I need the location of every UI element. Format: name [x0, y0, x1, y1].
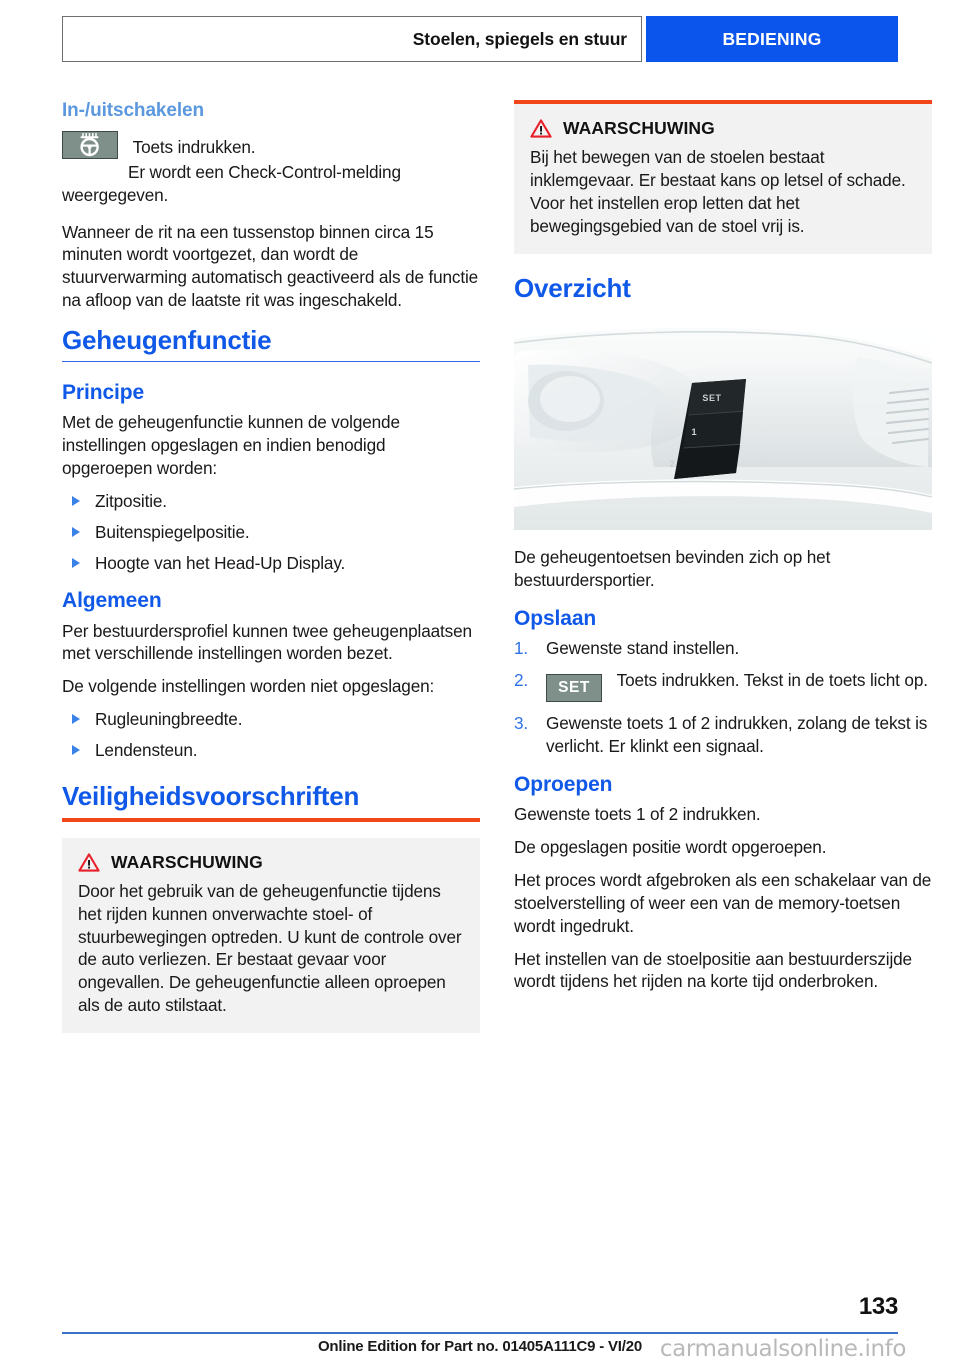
page-footer [62, 1293, 906, 1362]
step-text: Gewenste toets 1 of 2 indrukken, zolang de tekst is verlicht. Er klinkt een signaal. [546, 713, 928, 757]
heading-veiligheidsvoorschriften: Veiligheidsvoorschriften [62, 780, 360, 811]
edition-text: Online Edition for Part no. 01405A111C9 - VI/20 [317, 1338, 643, 1355]
warning-body: Bij het bewegen van de stoelen bestaat inklemgevaar. Er bestaat kans op letsel of schade. Voor het instellen erop letten dat het bewegingsgebied van de stoel vrij is. [530, 147, 906, 236]
right-column [514, 100, 932, 1003]
icon-para-line3: weergegeven. [62, 184, 169, 205]
list-item [62, 490, 480, 513]
step-text: Toets indrukken. Tekst in de toets licht op. [616, 670, 928, 691]
heading-rule [62, 361, 480, 362]
warning-body: Door het gebruik van de geheugenfunctie tijdens het rijden kunnen onverwachte stoel- of stuurbewegingen optreden. U kunt de controle over de auto verliezen. Er bestaat gevaar voor ongevallen. De geheugenfunctie alleen oproepen als de auto stilstaat. [78, 880, 462, 1016]
heading-principe: Principe [62, 380, 145, 404]
heading-rule-orange [62, 818, 480, 822]
list-item-label: Zitpositie. [95, 490, 167, 511]
warning-header [530, 118, 916, 139]
paragraph-oproepen-3: Het proces wordt afgebroken als een schakelaar van de stoelverstelling of weer een van de memory-toetsen wordt ingedrukt. [514, 869, 932, 936]
warning-title: WAARSCHUWING [111, 851, 263, 872]
heading-in-uitschakelen: In-/uitschakelen [62, 100, 204, 121]
steering-heating-instruction [62, 131, 480, 207]
paragraph-oproepen-1: Gewenste toets 1 of 2 indrukken. [514, 804, 761, 825]
door-panel-memory-buttons-photo [514, 317, 932, 530]
list-item [62, 552, 480, 575]
svg-text:1: 1 [691, 427, 697, 439]
principe-bullet-list [62, 490, 480, 575]
svg-text:2: 2 [669, 459, 675, 471]
list-item-label: Buitenspiegelpositie. [95, 521, 250, 542]
warning-box-left [62, 838, 480, 1033]
warning-header [78, 852, 464, 873]
paragraph-algemeen-1: Per bestuurdersprofiel kunnen twee geheugenplaatsen met verschillende instellingen worden bezet. [62, 620, 472, 664]
page-number: 133 [858, 1293, 898, 1320]
breadcrumb: Stoelen, spiegels en stuur [62, 16, 642, 62]
triangle-bullet-icon [72, 745, 80, 755]
step-text: Gewenste stand instellen. [546, 638, 740, 659]
footer-rule [62, 1332, 898, 1334]
warning-box-right [514, 100, 932, 254]
triangle-bullet-icon [72, 558, 80, 568]
list-item-label: Lendensteun. [95, 740, 198, 761]
heading-oproepen: Oproepen [514, 772, 613, 796]
paragraph-oproepen-2: De opgeslagen positie wordt opgeroepen. [514, 837, 827, 858]
paragraph-algemeen-2: De volgende instellingen worden niet opgeslagen: [62, 676, 435, 697]
algemeen-bullet-list [62, 708, 480, 762]
heading-geheugenfunctie: Geheugenfunctie [62, 325, 272, 356]
step-number: 2. [514, 670, 529, 691]
paragraph-oproepen-4: Het instellen van de stoelpositie aan bestuurderszijde wordt tijdens het rijden na korte tijd onderbroken. [514, 948, 912, 992]
list-item [62, 708, 480, 731]
page-header [62, 16, 898, 62]
list-item [514, 669, 932, 702]
paragraph-overzicht: De geheugentoetsen bevinden zich op het bestuurdersportier. [514, 547, 831, 591]
svg-text:SET: SET [702, 393, 722, 404]
paragraph-principe: Met de geheugenfunctie kunnen de volgende instellingen opgeslagen en indien benodigd opgeroepen worden: [62, 412, 400, 478]
heading-opslaan: Opslaan [514, 607, 597, 631]
list-item [62, 521, 480, 544]
step-number: 1. [514, 638, 529, 659]
icon-para-line1: Toets indrukken. [132, 136, 256, 157]
heading-overzicht: Overzicht [514, 272, 631, 303]
list-item-label: Hoogte van het Head-Up Display. [95, 552, 346, 573]
opslaan-step-list [514, 637, 932, 758]
warning-triangle-icon [530, 119, 552, 138]
list-item [62, 739, 480, 762]
icon-para-line2: Er wordt een Check-Control-melding [128, 161, 401, 182]
triangle-bullet-icon [72, 714, 80, 724]
left-column [62, 100, 480, 1053]
warning-triangle-icon [78, 853, 100, 872]
section-tab-bediening: BEDIENING [646, 16, 898, 62]
list-item-label: Rugleuningbreedte. [95, 709, 243, 730]
paragraph-tussenstop: Wanneer de rit na een tussenstop binnen circa 15 minuten wordt voortgezet, dan wordt de stuurverwarming automatisch geactiveerd als de functie na afloop van de laatste rit was ingeschakeld. [62, 221, 479, 311]
watermark: carmanualsonline.info [659, 1336, 906, 1362]
heading-algemeen: Algemeen [62, 589, 162, 613]
list-item [514, 637, 932, 660]
list-item [514, 712, 932, 758]
step-number: 3. [514, 713, 529, 734]
set-button-icon: SET [546, 674, 602, 702]
triangle-bullet-icon [72, 527, 80, 537]
triangle-bullet-icon [72, 496, 80, 506]
steering-wheel-heating-icon [62, 131, 118, 159]
warning-title: WAARSCHUWING [563, 118, 715, 138]
